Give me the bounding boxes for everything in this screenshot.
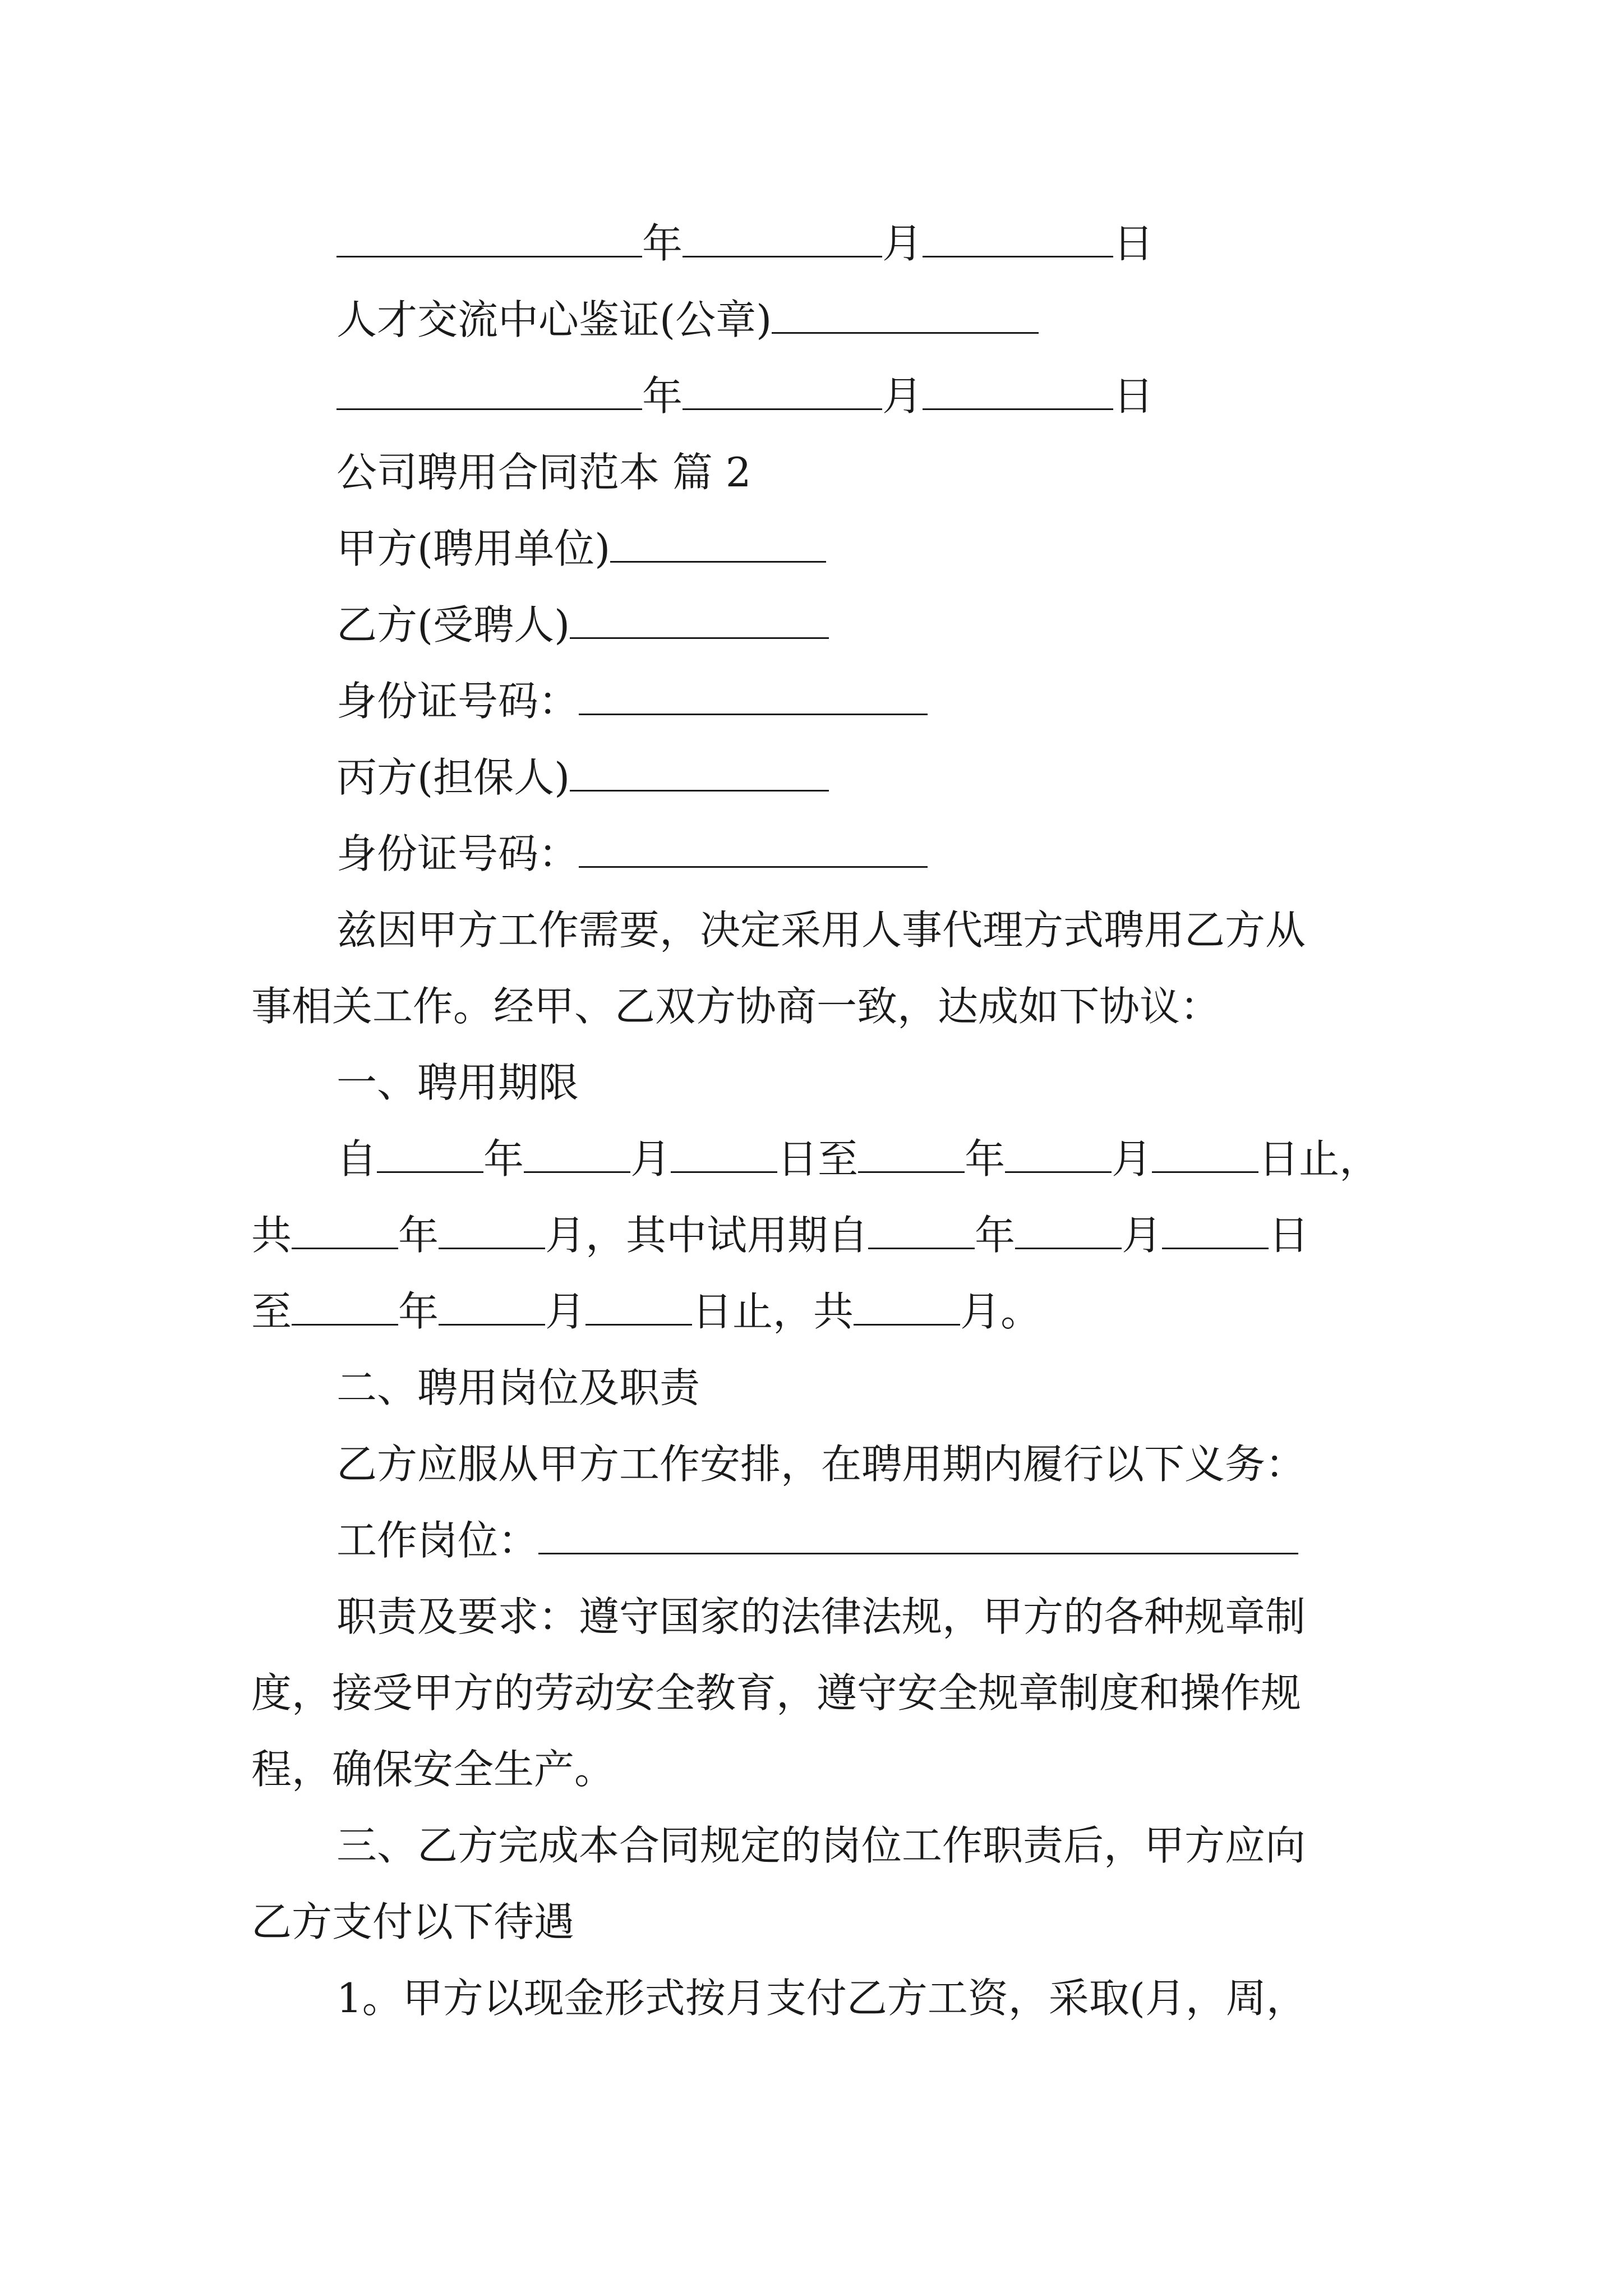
year-label: 年 xyxy=(642,220,683,267)
term-heading: 一、聘用期限 xyxy=(336,1059,579,1106)
day-label: 日 xyxy=(1113,220,1154,267)
blank[interactable] xyxy=(292,1216,398,1249)
field-label: 身份证号码： xyxy=(336,678,579,725)
term-text: 月，其中试用期自 xyxy=(545,1212,869,1259)
verify-line xyxy=(336,296,1039,343)
term-text: 日至 xyxy=(777,1135,859,1182)
post-field xyxy=(336,1517,1298,1564)
year-blank[interactable] xyxy=(336,377,642,410)
term-line-1 xyxy=(336,1135,1380,1182)
term-text: 共 xyxy=(251,1212,292,1259)
blank[interactable] xyxy=(671,1140,777,1173)
blank[interactable] xyxy=(1162,1216,1269,1249)
blank[interactable] xyxy=(439,1216,545,1249)
term-text: 年 xyxy=(965,1135,1006,1182)
term-text: 月 xyxy=(1112,1135,1152,1182)
section-heading: 公司聘用合同范本 篇 2 xyxy=(336,449,751,496)
party-c-id-blank[interactable] xyxy=(579,835,928,868)
term-text: 年 xyxy=(975,1212,1016,1259)
blank[interactable] xyxy=(854,1292,960,1326)
blank[interactable] xyxy=(292,1292,398,1326)
term-text: 月 xyxy=(630,1135,671,1182)
party-c-blank[interactable] xyxy=(570,758,829,792)
year-label: 年 xyxy=(642,372,683,420)
term-text: 月 xyxy=(1122,1212,1163,1259)
party-b-id-blank[interactable] xyxy=(579,682,928,715)
day-label: 日 xyxy=(1113,372,1154,420)
term-text: 至 xyxy=(251,1288,292,1335)
party-b-blank[interactable] xyxy=(570,606,829,639)
party-a-blank[interactable] xyxy=(610,530,826,563)
term-text: 年 xyxy=(398,1212,439,1259)
month-blank[interactable] xyxy=(683,377,882,410)
duties-line-1: 乙方应服从甲方工作安排，在聘用期内履行以下义务： xyxy=(336,1441,1306,1488)
post-label: 工作岗位： xyxy=(336,1517,539,1564)
term-text: 月 xyxy=(545,1288,586,1335)
seal-blank[interactable] xyxy=(772,301,1039,334)
pay-line-3: 1。甲方以现金形式按月支付乙方工资，采取(月，周， xyxy=(336,1975,1307,2022)
term-text: 日 xyxy=(1269,1212,1310,1259)
field-label: 甲方(聘用单位) xyxy=(336,525,611,572)
blank[interactable] xyxy=(868,1216,975,1249)
blank[interactable] xyxy=(524,1140,630,1173)
blank[interactable] xyxy=(377,1140,483,1173)
term-text: 年 xyxy=(483,1135,524,1182)
field-label: 丙方(担保人) xyxy=(336,754,570,801)
term-text: 日止， xyxy=(1258,1135,1380,1182)
term-text: 日止，共 xyxy=(692,1288,854,1335)
year-blank[interactable] xyxy=(336,224,642,257)
intro-line-2: 事相关工作。经甲、乙双方协商一致，达成如下协议： xyxy=(251,983,1221,1030)
term-text: 月。 xyxy=(960,1288,1041,1335)
month-blank[interactable] xyxy=(683,224,882,257)
duties-heading: 二、聘用岗位及职责 xyxy=(336,1364,700,1411)
party-b-id-field xyxy=(336,678,928,725)
month-label: 月 xyxy=(882,372,923,420)
requirements-line-1: 职责及要求：遵守国家的法律法规，甲方的各种规章制 xyxy=(336,1593,1306,1640)
party-b-field xyxy=(336,601,829,648)
date-line xyxy=(336,220,1154,267)
day-blank[interactable] xyxy=(923,224,1113,257)
field-label: 身份证号码： xyxy=(336,830,579,877)
blank[interactable] xyxy=(1152,1140,1258,1173)
verify-label: 人才交流中心鉴证(公章) xyxy=(336,296,772,343)
requirements-line-3: 程，确保安全生产。 xyxy=(251,1746,615,1793)
blank[interactable] xyxy=(858,1140,965,1173)
blank[interactable] xyxy=(439,1292,545,1326)
day-blank[interactable] xyxy=(923,377,1113,410)
intro-line-1: 兹因甲方工作需要，决定采用人事代理方式聘用乙方从 xyxy=(336,907,1306,954)
pay-line-1: 三、乙方完成本合同规定的岗位工作职责后，甲方应向 xyxy=(336,1822,1306,1869)
blank[interactable] xyxy=(585,1292,692,1326)
blank[interactable] xyxy=(1015,1216,1122,1249)
post-blank[interactable] xyxy=(538,1521,1298,1554)
field-label: 乙方(受聘人) xyxy=(336,601,570,648)
term-text: 年 xyxy=(398,1288,439,1335)
party-c-field xyxy=(336,754,829,801)
blank[interactable] xyxy=(1005,1140,1112,1173)
term-line-3 xyxy=(251,1288,1041,1335)
party-a-field xyxy=(336,525,826,572)
term-text: 自 xyxy=(336,1135,377,1182)
party-c-id-field xyxy=(336,830,928,877)
month-label: 月 xyxy=(882,220,923,267)
pay-line-2: 乙方支付以下待遇 xyxy=(251,1898,575,1945)
term-line-2 xyxy=(251,1212,1310,1259)
requirements-line-2: 度，接受甲方的劳动安全教育，遵守安全规章制度和操作规 xyxy=(251,1669,1302,1717)
date-line xyxy=(336,372,1154,420)
